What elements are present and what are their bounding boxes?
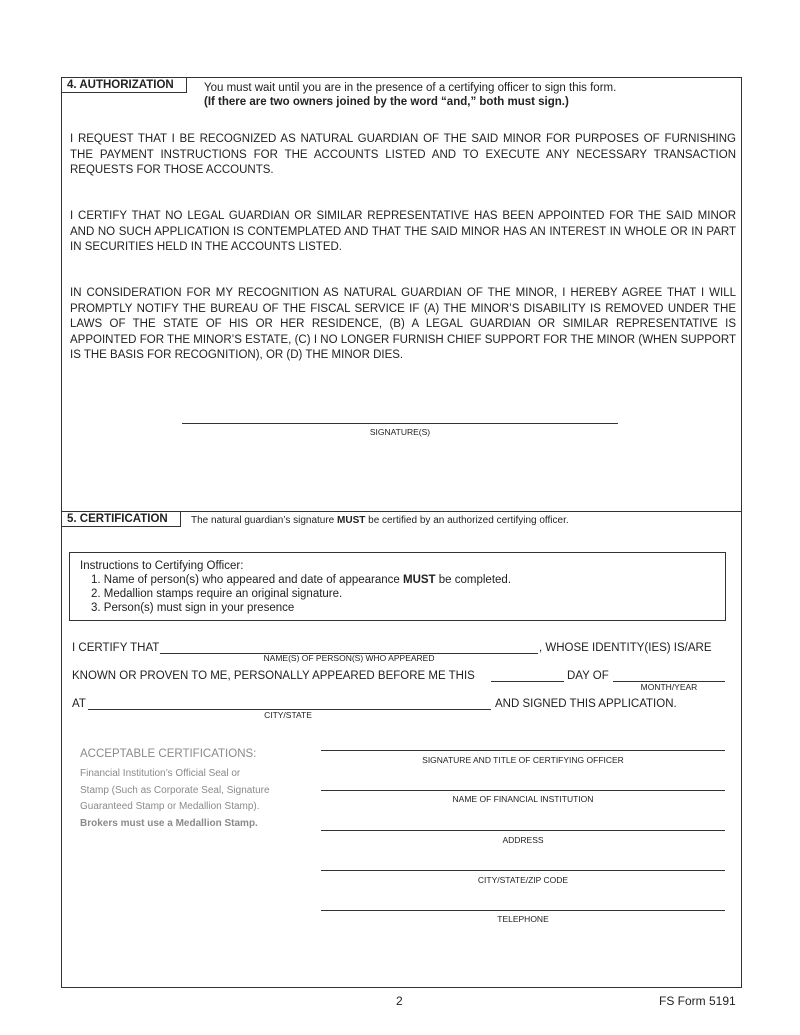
institution-field[interactable] <box>321 790 725 791</box>
officer-signature-caption: SIGNATURE AND TITLE OF CERTIFYING OFFICER <box>422 755 624 765</box>
and-signed-label: AND SIGNED THIS APPLICATION. <box>495 698 677 710</box>
signature-line[interactable] <box>182 423 618 424</box>
telephone-field[interactable] <box>321 910 725 911</box>
names-caption: NAME(S) OF PERSON(S) WHO APPEARED <box>263 653 435 663</box>
address-field[interactable] <box>321 830 725 831</box>
certify-that-label: I CERTIFY THAT <box>72 642 160 654</box>
instructions-box <box>69 552 726 621</box>
section-4-notice-bold: (If there are two owners joined by the word “and,” both must sign.) <box>204 96 569 108</box>
section-5-label: 5. CERTIFICATION <box>61 511 181 527</box>
request-paragraph: I REQUEST THAT I BE RECOGNIZED AS NATURAL GUARDIAN OF THE SAID MINOR FOR PURPOSES OF FURNISHING THE PAYMENT INSTRUCTIONS FOR THE ACCOUNTS LISTED AND TO EXECUTE ANY NECESSARY TRANSACTION REQUESTS FOR THOSE ACCOUNTS. <box>70 133 736 176</box>
known-label: KNOWN OR PROVEN TO ME, PERSONALLY APPEARED BEFORE ME THIS <box>72 670 475 682</box>
telephone-caption: TELEPHONE <box>497 914 549 924</box>
section-5-notice <box>191 515 569 526</box>
instruction-1-end: be completed. <box>435 574 512 586</box>
city-state-zip-caption: CITY/STATE/ZIP CODE <box>477 875 569 885</box>
consideration-paragraph: IN CONSIDERATION FOR MY RECOGNITION AS NATURAL GUARDIAN OF THE MINOR, I HEREBY AGREE THAT I WILL PROMPTLY NOTIFY THE BUREAU OF THE FISCAL SERVICE IF (A) THE MINOR’S DISABILITY IS REMOVED UNDER THE LAWS OF THE STATE OF HIS OR HER RESIDENCE, (B) A LEGAL GUARDIAN OR SIMILAR REPRESENTATIVE IS APPOINTED FOR THE MINOR’S ESTATE, (C) I NO LONGER FURNISH CHIEF SUPPORT FOR THE MINOR (WHEN SUPPORT IS THE BASIS FOR RECOGNITION), OR (D) THE MINOR DIES. <box>70 287 736 361</box>
notice-text: The natural guardian’s signature <box>191 515 338 526</box>
instruction-1-text: 1. Name of person(s) who appeared and date of appearance <box>91 574 403 586</box>
officer-signature-field[interactable] <box>321 750 725 751</box>
certify-paragraph: I CERTIFY THAT NO LEGAL GUARDIAN OR SIMILAR REPRESENTATIVE HAS BEEN APPOINTED FOR THE SAID MINOR AND NO SUCH APPLICATION IS CONTEMPLATED AND THAT THE SAID MINOR HAS AN INTEREST IN WHOLE OR IN PART IN SECURITIES HELD IN THE ACCOUNTS LISTED. <box>70 210 736 253</box>
page-number: 2 <box>396 994 403 1008</box>
instruction-2: 2. Medallion stamps require an original signature. <box>91 588 343 600</box>
day-field[interactable] <box>491 681 564 682</box>
brokers-note: Brokers must use a Medallion Stamp. <box>80 817 258 829</box>
institution-caption: NAME OF FINANCIAL INSTITUTION <box>452 794 594 804</box>
acceptable-list <box>80 766 270 832</box>
acceptable-line: Financial Institution’s Official Seal or <box>80 768 241 779</box>
acceptable-title: ACCEPTABLE CERTIFICATIONS: <box>80 748 257 760</box>
whose-identity-label: , WHOSE IDENTITY(IES) IS/ARE <box>539 642 712 654</box>
at-label: AT <box>72 698 86 710</box>
notice-bold: MUST <box>337 515 366 526</box>
signature-caption: SIGNATURE(S) <box>369 427 431 437</box>
instructions-title: Instructions to Certifying Officer: <box>80 560 244 572</box>
city-state-caption: CITY/STATE <box>264 710 312 720</box>
notice-text-end: be certified by an authorized certifying officer. <box>365 515 569 526</box>
form-name: FS Form 5191 <box>659 994 736 1008</box>
section-4-label: 4. AUTHORIZATION <box>61 77 187 93</box>
address-caption: ADDRESS <box>502 835 544 845</box>
instruction-3: 3. Person(s) must sign in your presence <box>91 602 295 614</box>
instruction-1-bold: MUST <box>402 574 436 586</box>
instruction-1 <box>91 574 511 586</box>
acceptable-line: Stamp (Such as Corporate Seal, Signature <box>80 784 270 796</box>
day-of-label: DAY OF <box>567 670 609 682</box>
month-year-caption: MONTH/YEAR <box>640 682 698 692</box>
city-state-zip-field[interactable] <box>321 870 725 871</box>
acceptable-line: Guaranteed Stamp or Medallion Stamp). <box>80 801 260 812</box>
section-4-notice: You must wait until you are in the presence of a certifying officer to sign this form. <box>204 82 617 94</box>
